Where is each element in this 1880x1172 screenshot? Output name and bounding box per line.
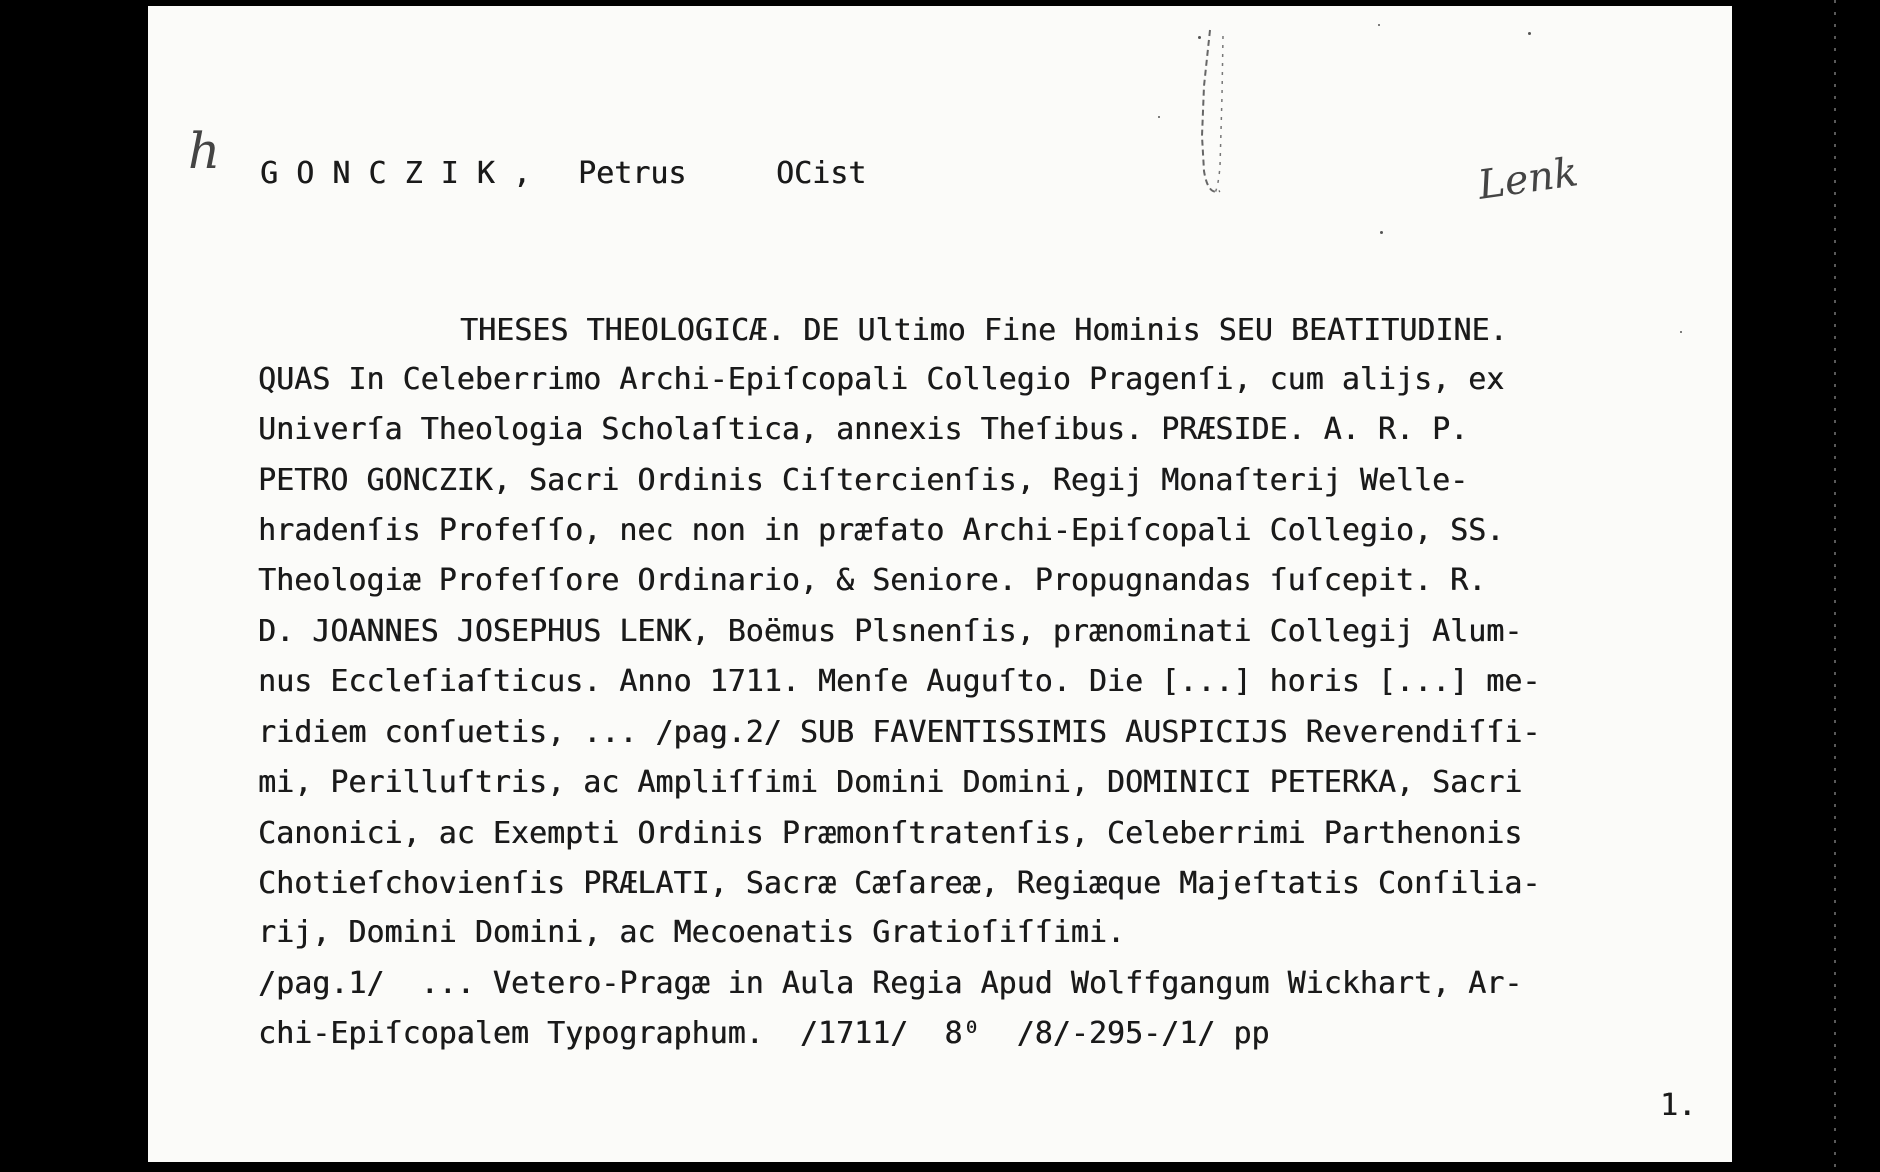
title-line: D. JOANNES JOSEPHUS LENK, Boëmus Plsnenſis, prænominati Collegij Alum- (258, 614, 1523, 649)
author-surname: G O N C Z I K , (260, 156, 531, 191)
scan-speck (1380, 231, 1383, 234)
title-line: PETRO GONCZIK, Sacri Ordinis Ciſtercienſis, Regij Monaſterij Welle- (258, 463, 1469, 498)
title-line: THESES THEOLOGICÆ. DE Ultimo Fine Hominis SEU BEATITUDINE. (460, 313, 1508, 348)
title-line: ridiem conſuetis, ... /pag.2/ SUB FAVENTISSIMIS AUSPICIJS Reverendiſſi- (258, 715, 1541, 750)
religious-order: OCist (776, 156, 867, 191)
title-line: hradenſis Profeſſo, nec non in præfato Archi-Epiſcopali Collegio, SS. (258, 513, 1505, 548)
title-line: Chotieſchovienſis PRÆLATI, Sacræ Cæſareæ, Regiæque Majeſtatis Conſilia- (258, 866, 1541, 901)
scan-speck (1378, 24, 1380, 26)
author-forename: Petrus (578, 156, 687, 191)
title-line: Theologiæ Profeſſore Ordinario, & Seniore. Propugnandas ſuſcepit. R. (258, 563, 1487, 598)
scan-speck (1158, 116, 1160, 118)
title-line: nus Eccleſiaſticus. Anno 1711. Menſe Auguſto. Die [...] horis [...] me- (258, 664, 1541, 699)
title-line: mi, Perilluſtris, ac Ampliſſimi Domini Domini, DOMINICI PETERKA, Sacri (258, 765, 1523, 800)
card-number: 1. (1660, 1088, 1697, 1123)
scan-speck (1680, 331, 1682, 333)
imprint-line: chi-Epiſcopalem Typographum. /1711/ 8⁰ /8/-295-/1/ pp (258, 1016, 1270, 1051)
title-line: rij, Domini Domini, ac Mecoenatis Gratioſiſſimi. (258, 915, 1125, 950)
scan-edge-dots (1832, 0, 1838, 1172)
title-line: QUAS In Celeberrimo Archi-Epiſcopali Collegio Pragenſi, cum alijs, ex (258, 362, 1505, 397)
handwritten-mark-right: Lenk (1475, 149, 1581, 209)
title-line: Canonici, ac Exempti Ordinis Præmonſtratenſis, Celeberrimi Parthenonis (258, 816, 1523, 851)
catalog-card (148, 6, 1732, 1162)
handwritten-mark-left: h (188, 122, 221, 180)
imprint-line: /pag.1/ ... Vetero-Pragæ in Aula Regia Apud Wolffgangum Wickhart, Ar- (258, 966, 1523, 1001)
scan-speck (1528, 32, 1531, 35)
title-line: Univerſa Theologia Scholaſtica, annexis Theſibus. PRÆSIDE. A. R. P. (258, 412, 1469, 447)
scan-speck (1198, 36, 1201, 39)
ink-stroke-mark (1168, 16, 1238, 206)
